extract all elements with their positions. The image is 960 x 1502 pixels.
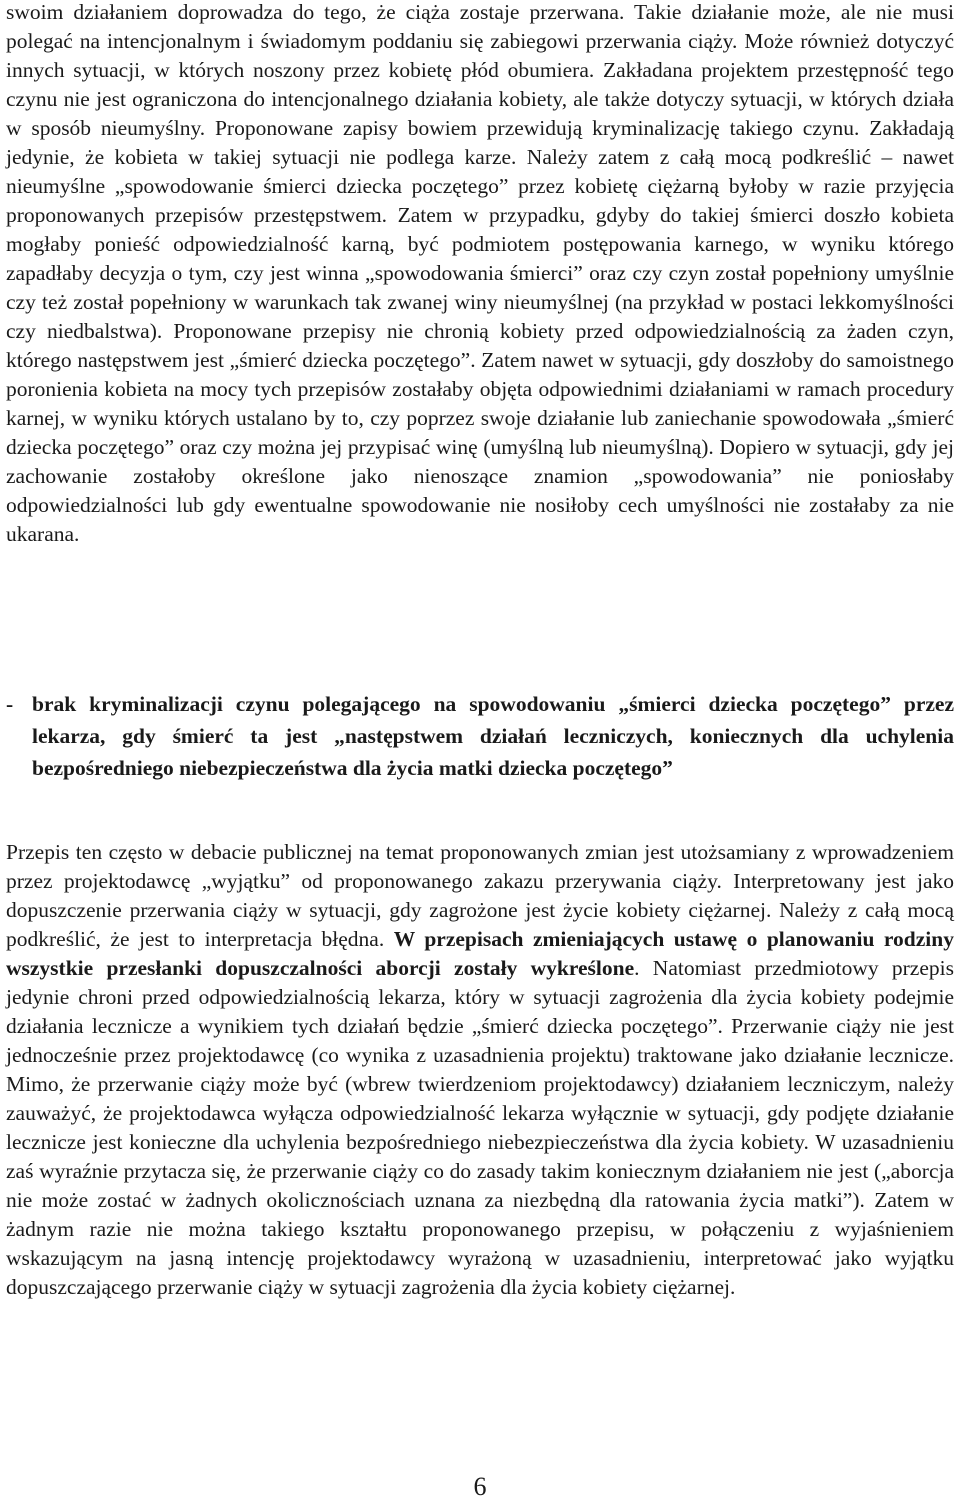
paragraph-2-text-end: . Natomiast przedmiotowy przepis jedynie chroni przed odpowiedzialnością lekarza, który w sytuacji zagrożenia dla życia kobiety podejmie działania lecznicze a wynikiem tych działań będzie „śmierć dziecka poczętego”. Przerwanie ciąży nie jest jednocześnie przez projektodawcę (co wynika z uzasadnienia projektu) traktowane jako działanie lecznicze. Mimo, że przerwanie ciąży może być (wbrew twierdzeniom projektodawcy) działaniem leczniczym, należy zauważyć, że projektodawca wyłącza odpowiedzialność lekarza wyłącznie w sytuacji, gdy podjęte działanie lecznicze jest konieczne dla uchylenia bezpośredniego niebezpieczeństwa dla życia kobiety. W uzasadnieniu zaś wyraźnie przytacza się, że przerwanie ciąży co do zasady takim koniecznym działaniem nie jest („aborcja nie może zostać w żadnych okolicznościach uznana za niezbędną dla ratowania życia matki”). Zatem w żadnym razie nie można takiego kształtu proponowanego przepisu, w połączeniu z wyjaśnieniem wskazującym na jasną intencję projektodawcy wyrażoną w uzasadnieniu, interpretować jako wyjątku dopuszczającego przerwanie ciąży w sytuacji zagrożenia dla życia kobiety ciężarnej. — [6, 956, 954, 1299]
heading-text: brak kryminalizacji czynu polegającego na spowodowaniu „śmierci dziecka poczętego” przez lekarza, gdy śmierć ta jest „następstwem działań leczniczych, koniecznych dla uchylenia bezpośredniego niebezpieczeństwa dla życia matki dziecka poczętego” — [32, 692, 954, 780]
page-number: 6 — [473, 1472, 487, 1501]
body-paragraph-1: swoim działaniem doprowadza do tego, że ciąża zostaje przerwana. Takie działanie może, ale nie musi polegać na intencjonalnym i świadomym poddaniu się zabiegowi przerwania ciąży. Może również dotyczyć innych sytuacji, w których noszony przez kobietę płód obumiera. Zakładana projektem przestępność tego czynu nie jest ograniczona do intencjonalnego działania kobiety, ale także dotyczy sytuacji, w których działa w sposób nieumyślny. Proponowane zapisy bowiem przewidują kryminalizację takiego czynu. Zakładają jedynie, że kobieta w takiej sytuacji nie podlega karze. Należy zatem z całą mocą podkreślić – nawet nieumyślne „spowodowanie śmierci dziecka poczętego” przez kobietę ciężarną byłoby w razie przyjęcia proponowanych przepisów przestępstwem. Zatem w przypadku, gdyby do takiej śmierci doszło kobieta mogłaby ponieść odpowiedzialność karną, być podmiotem postępowania karnego, w wyniku którego zapadłaby decyzja o tym, czy jest winna „spowodowania śmierci” oraz czy czyn został popełniony umyślnie czy też został popełniony w warunkach tak zwanej winy nieumyślnej (na przykład w postaci lekkomyślności czy niedbalstwa). Proponowane przepisy nie chronią kobiety przed odpowiedzialnością za żaden czyn, którego następstwem jest „śmierć dziecka poczętego”. Zatem nawet w sytuacji, gdy doszłoby do samoistnego poronienia kobieta na mocy tych przepisów zostałaby objęta odpowiednimi działaniami w ramach procedury karnej, w wyniku których ustalano by to, czy poprzez swoje działanie lub zaniechanie spowodowała „śmierć dziecka poczętego” oraz czy można jej przypisać winę (umyślną lub nieumyślną). Dopiero w sytuacji, gdy jej zachowanie zostałoby określone jako nienoszące znamion „spowodowania” nie poniosłaby odpowiedzialności lub gdy ewentualne spowodowanie nie nosiłoby cech umyślności nie zostałaby za nie ukarana. — [6, 0, 954, 546]
body-paragraph-2 — [6, 838, 954, 1302]
heading-bullet: - — [6, 692, 14, 716]
paragraph-2-text-start: Przepis ten często w debacie publicznej na temat proponowanych zmian jest utożsamiany z wprowadzeniem przez projektodawcę „wyjątku” od proponowanego zakazu przerywania ciąży. Interpretowany jest jako dopuszczenie przerwania ciąży w sytuacji, gdy zagrożone jest życie kobiety ciężarnej. Należy z całą mocą podkreślić, że jest to interpretacja błędna. — [6, 840, 954, 951]
section-heading — [6, 688, 954, 784]
paragraph-2-bold-statement: W przepisach zmieniających ustawę o planowaniu rodziny wszystkie przesłanki dopuszczalności aborcji zostały wykreślone — [6, 927, 954, 980]
